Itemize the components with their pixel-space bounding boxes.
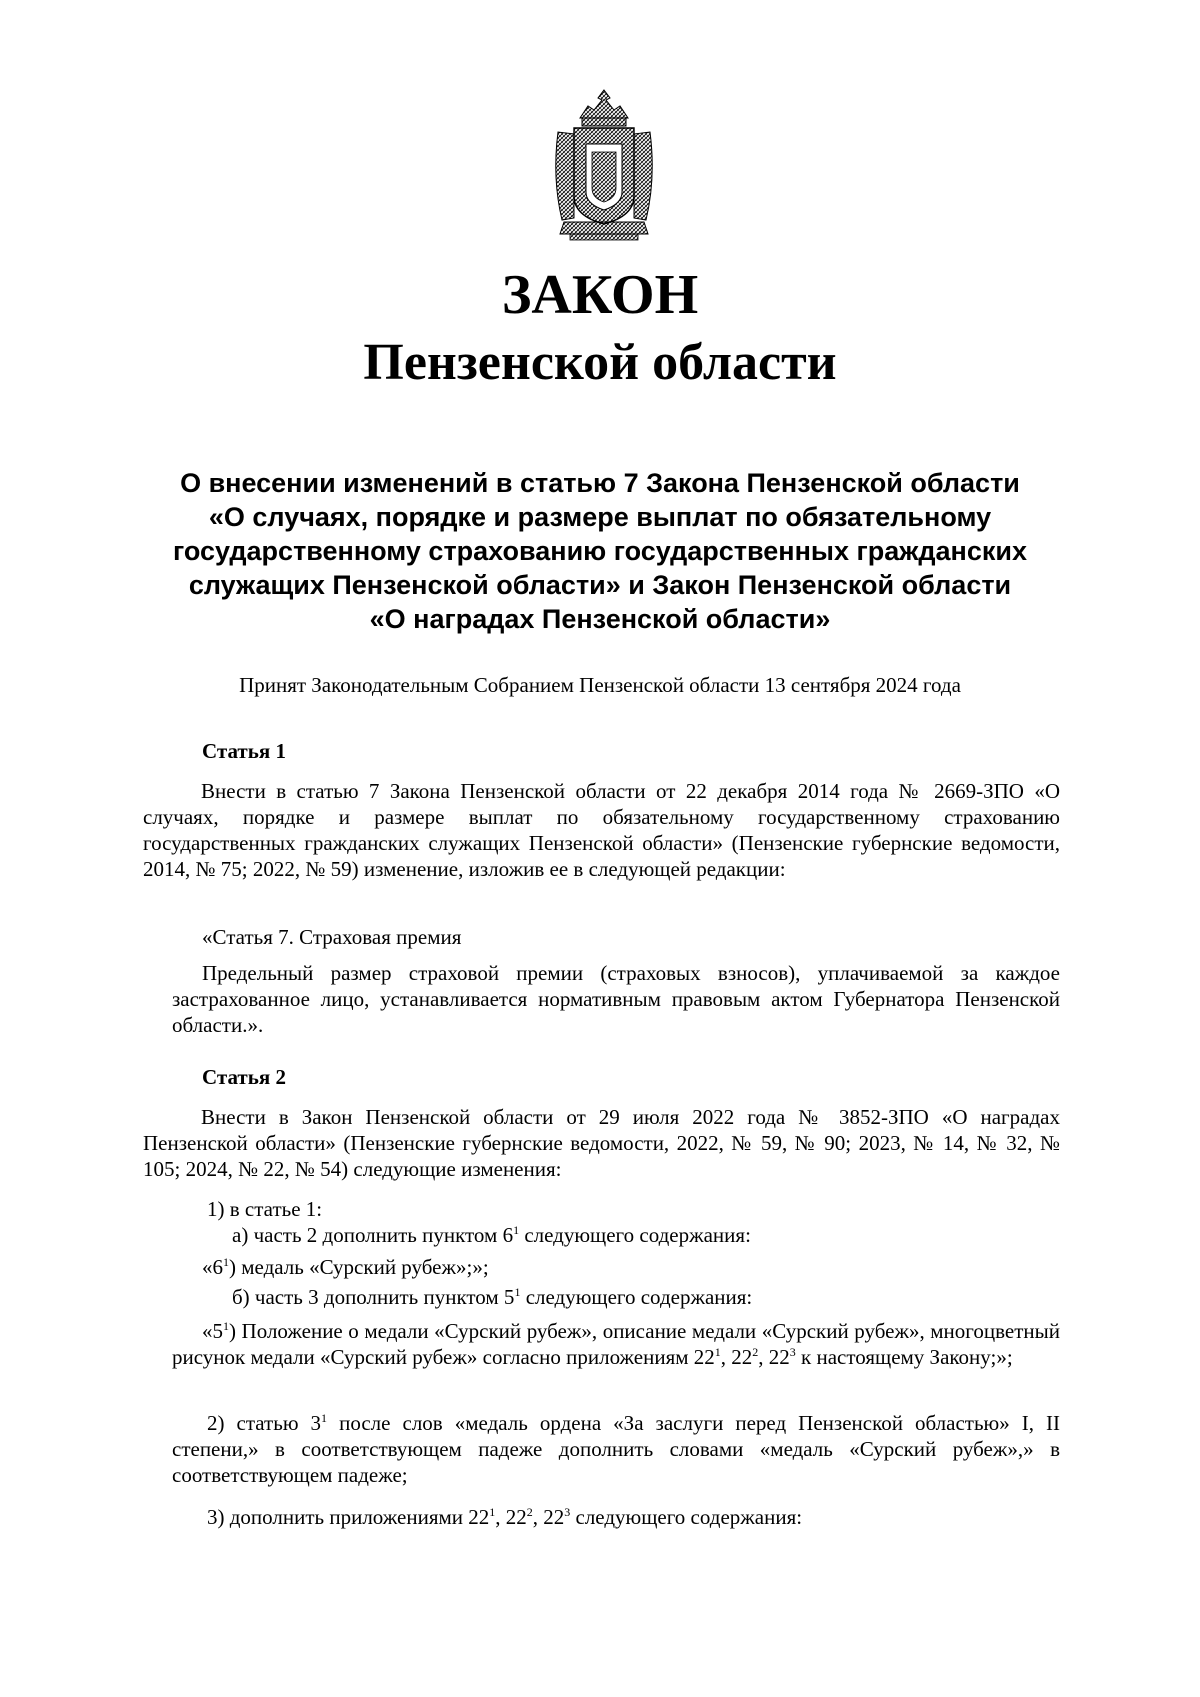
item-1b: б) часть 3 дополнить пунктом $5^1$ следующего содержания: <box>232 1285 753 1309</box>
article-2-title: Статья 2 <box>202 1065 286 1089</box>
article-2-intro: Внести в Закон Пензенской области от 29 июля 2022 года № 3852-ЗПО «О наградах Пензенской области» (Пензенские губернские ведомости, 2022, № 59, № 90; 2023, № 14, № 32, № 105; 2024, № 22, № 54) следующие изменения: <box>143 1105 1060 1181</box>
article-1-title: Статья 1 <box>202 739 286 763</box>
heading-line: государственному страхованию государственных гражданских <box>173 536 1027 566</box>
document-title: ЗАКОН <box>501 264 699 326</box>
article-1-quote-text: Предельный размер страховой премии (страховых взносов), уплачиваемой за каждое застрахованное лицо, устанавливается нормативным правовым актом Губернатора Пензенской области.». <box>172 961 1060 1037</box>
heading-line: О внесении изменений в статью 7 Закона Пензенской области <box>180 468 1020 498</box>
item-3: 3) дополнить приложениями $22^1$, $22^2$, $22^3$ следующего содержания: <box>207 1505 803 1529</box>
item-1a: а) часть 2 дополнить пунктом $6^1$ следующего содержания: <box>232 1223 751 1247</box>
item-2: 2) статью $3^1$ после слов «медаль ордена «За заслуги перед Пензенской областью» I, II степени,» в соответствующем падеже дополнить словами «медаль «Сурский рубеж»,» в соответствующем падеже; <box>172 1411 1061 1487</box>
adoption-note: Принят Законодательным Собранием Пензенской области 13 сентября 2024 года <box>239 673 961 697</box>
heading-line: «О наградах Пензенской области» <box>369 604 831 634</box>
coat-of-arms-emblem <box>548 88 660 244</box>
article-1-intro: Внести в статью 7 Закона Пензенской области от 22 декабря 2014 года № 2669-ЗПО «О случаях, порядке и размере выплат по обязательному государственному страхованию государственных гражданских служащих Пензенской области» (Пензенские губернские ведомости, 2014, № 75; 2022, № 59) изменение, изложив ее в следующей редакции: <box>143 779 1060 881</box>
quote-point-5-1: «$5^1$) Положение о медали «Сурский рубеж», описание медали «Сурский рубеж», многоцветный рисунок медали «Сурский рубеж» согласно приложениям $22^1$, $22^2$, $22^3$ к настоящему Закону;»; <box>172 1319 1060 1369</box>
law-heading <box>140 466 1060 636</box>
article-1-quote-title: «Статья 7. Страховая премия <box>202 925 462 949</box>
quote-point-6-1: «$6^1$) медаль «Сурский рубеж»;»; <box>202 1255 489 1279</box>
document-subtitle: Пензенской области <box>363 334 837 391</box>
heading-line: служащих Пензенской области» и Закон Пензенской области <box>188 570 1012 600</box>
heading-line: «О случаях, порядке и размере выплат по обязательному <box>208 502 992 532</box>
item-1: 1) в статье 1: <box>207 1197 323 1221</box>
